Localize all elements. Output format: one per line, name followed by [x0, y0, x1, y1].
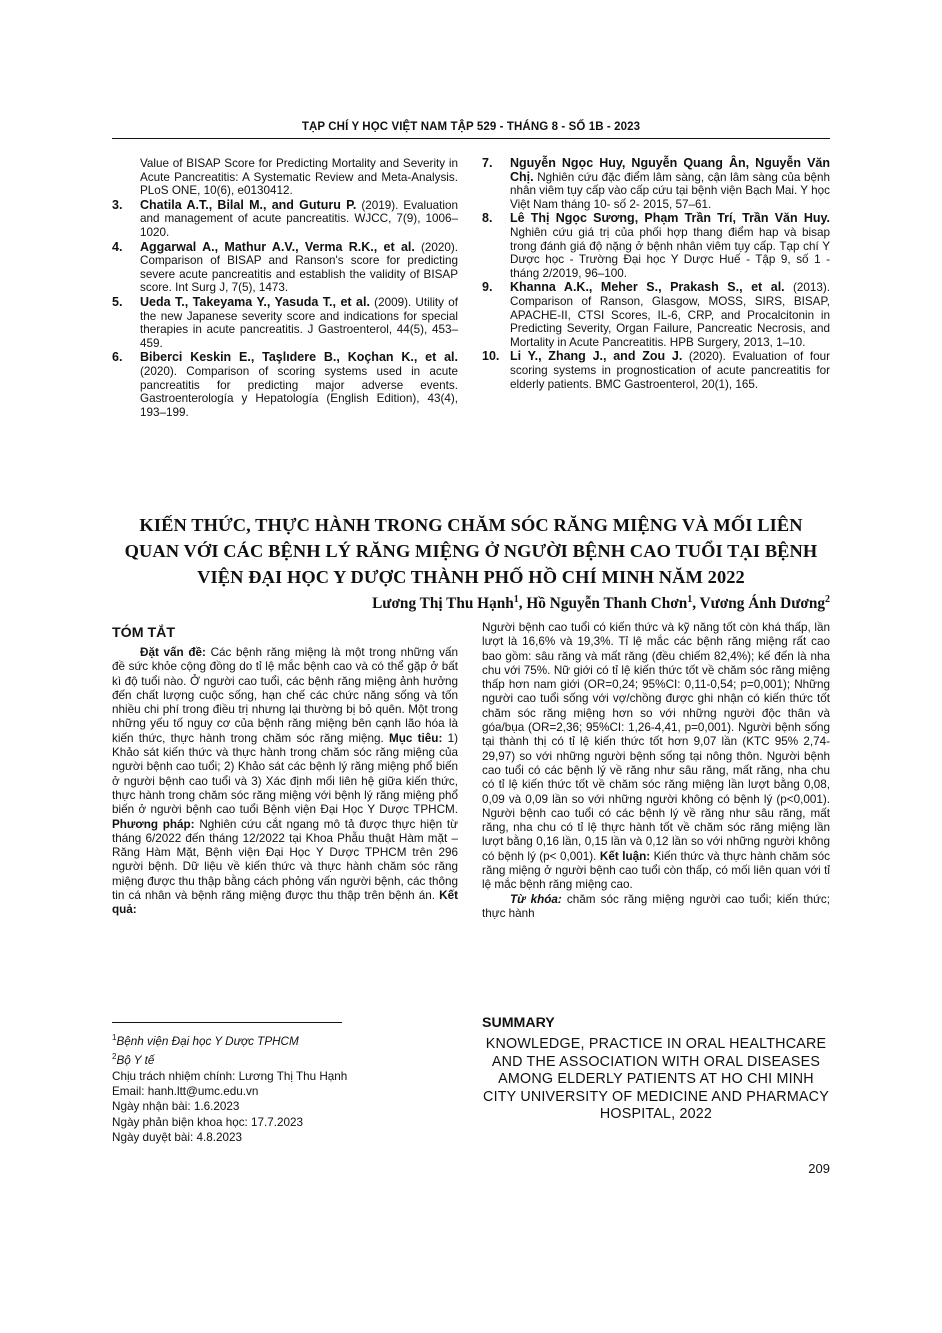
reference-number: 7. — [482, 156, 493, 170]
reference-item — [112, 351, 458, 419]
abstract-label-conclusion: Kết luận: — [599, 849, 651, 863]
footnotes — [112, 1030, 458, 1146]
reference-authors: Chatila A.T., Bilal M., and Guturu P. — [140, 197, 357, 212]
references-left-column — [112, 157, 458, 420]
summary-title: KNOWLEDGE, PRACTICE IN ORAL HEALTHCARE AND THE ASSOCIATION WITH ORAL DISEASES AMONG ELDERLY PATIENTS AT HO CHI MINH CITY UNIVERSITY OF MEDICINE AND PHARMACY HOSPITAL, 2022 — [483, 1036, 829, 1123]
reference-authors: Ueda T., Takeyama Y., Yasuda T., et al. — [140, 294, 370, 309]
reference-item — [482, 157, 830, 211]
reference-number: 4. — [112, 239, 123, 254]
reference-text: (2020). Comparison of BISAP and Ranson's score for predicting severe acute pancreatitis and establish the validity of BISAP score. Int Surg J, 7(5), 1473. — [140, 240, 459, 295]
footnote-affiliation-1: $^1$Bệnh viện Đại học Y Dược TPHCM — [112, 1033, 299, 1048]
abstract-label-keywords: Từ khóa: — [510, 892, 562, 906]
author-name: Hồ Nguyễn Thanh Chơn — [526, 595, 688, 613]
reference-item — [112, 199, 458, 240]
author-name: Vương Ánh Dương — [699, 595, 825, 613]
abstract-conclusion: Kiến thức và thực hành chăm sóc răng miệng ở người bệnh cao tuổi còn thấp, có mối liên quan với tỉ lệ mắc bệnh răng miệng cao. — [482, 849, 830, 892]
author-list: Lương Thị Thu Hạnh$^1$, Hồ Nguyễn Thanh Chơn$^1$, Vương Ánh Dương$^2$ — [372, 594, 830, 613]
reference-item — [112, 296, 458, 350]
abstract-objectives: 1) Khảo sát kiến thức và thực hành trong chăm sóc răng miệng của người bệnh cao tuổi; 2) Khảo sát các bệnh lý răng miệng phổ biến ở người bệnh cao tuổi và 3) Xác định mối liên hệ giữa kiến thức, thực hành trong chăm sóc răng miệng với bệnh lý răng miệng phổ biến ở người bệnh cao tuổi Bệnh viện Đại Học Y Dược TPHCM. — [112, 731, 459, 817]
references-right-column — [482, 157, 830, 392]
reference-number: 8. — [482, 211, 493, 226]
reference-text: Value of BISAP Score for Predicting Mortality and Severity in Acute Pancreatitis: A Systematic Review and Meta-Analysis. PLoS ONE, 10(6), e0130412. — [140, 157, 458, 198]
abstract-methods: Nghiên cứu cắt ngang mô tả được thực hiện từ tháng 6/2022 đến tháng 12/2022 tại Khoa Phẫu thuật Hàm mặt – Răng Hàm Mặt, Bệnh viện Đại Học Y Dược TPHCM trên 296 người bệnh. Dữ liệu về kiến thức và thực hành chăm sóc răng miệng được thu thập bằng cách phỏng vấn người bệnh, các thông tin cá nhân và bệnh răng miệng được thu thập trên bệnh án. — [112, 817, 458, 903]
summary-heading: SUMMARY — [482, 1015, 555, 1031]
header-rule — [112, 138, 830, 139]
reference-authors: Khanna A.K., Meher S., Prakash S., et al. — [510, 280, 785, 295]
author-affiliation-mark: 1 — [687, 594, 693, 605]
reference-item — [482, 212, 830, 280]
reference-item — [112, 157, 458, 198]
running-header: TẠP CHÍ Y HỌC VIỆT NAM TẬP 529 - THÁNG 8 - SỐ 1B - 2023 — [301, 121, 641, 133]
footnote-rule — [112, 1022, 342, 1023]
footnote-corresponding-author: Chịu trách nhiệm chính: Lương Thị Thu Hạnh — [112, 1069, 348, 1083]
reference-item — [482, 350, 830, 391]
reference-authors: Aggarwal A., Mathur A.V., Verma R.K., et al. — [140, 239, 415, 254]
reference-authors: Biberci Keskin E., Taşlıdere B., Koçhan K., et al. — [140, 350, 458, 365]
author-name: Lương Thị Thu Hạnh — [372, 595, 514, 613]
footnote-affiliation-2: $^2$Bộ Y tế — [112, 1052, 155, 1068]
abstract-label-methods: Phương pháp: — [112, 817, 195, 831]
reference-text: Nghiên cứu giá trị của phối hợp thang điểm hap và bisap trong đánh giá độ nặng ở bệnh nhân viêm tụy cấp. Tạp chí Y Dược học - Trường Đại học Y Dược Huế - Tập 9, số 1 - tháng 2/2019, 96–100. — [510, 225, 830, 280]
reference-item — [482, 281, 830, 349]
reference-authors: Nguyễn Ngọc Huy, Nguyễn Quang Ân, Nguyễn Văn Chị. — [510, 156, 830, 184]
abstract-right-column — [482, 621, 830, 921]
footnote-received-date: Ngày nhận bài: 1.6.2023 — [112, 1100, 240, 1114]
page-number: 209 — [808, 1161, 830, 1176]
reference-number: 9. — [482, 280, 493, 295]
reference-text: (2020). Comparison of scoring systems used in acute pancreatitis for predicting major adverse events. Gastroenterología y Hepatología (English Edition), 43(4), 193–199. — [140, 364, 458, 419]
author-affiliation-mark: 1 — [513, 594, 519, 605]
article-title: KIẾN THỨC, THỰC HÀNH TRONG CHĂM SÓC RĂNG MIỆNG VÀ MỐI LIÊN QUAN VỚI CÁC BỆNH LÝ RĂNG MIỆNG Ở NGƯỜI BỆNH CAO TUỔI TẠI BỆNH VIỆN ĐẠI HỌC Y DƯỢC THÀNH PHỐ HỒ CHÍ MINH NĂM 2022 — [124, 515, 818, 587]
reference-text: (2009). Utility of the new Japanese severity score and indications for special therapies in acute pancreatitis. J Gastroenterol, 44(5), 453–459. — [140, 295, 458, 350]
abstract-background: Các bệnh răng miệng là một trong những vấn đề sức khỏe cộng đồng do tỉ lệ mắc bệnh cao và có thể gặp ở bất kì độ tuổi nào. Ở người cao tuổi, các bệnh răng miệng ảnh hưởng đến chất lượng cuộc sống, hạn chế các chức năng sống và tốn nhiều chi phí trong điều trị nhưng lại thường bị bỏ quên. Một trong những yếu tố nguy cơ của bệnh răng miệng bên cạnh lão hóa là kiến thức, thực hành trong chăm sóc răng miệng. — [112, 646, 458, 745]
abstract-label-background: Đặt vấn đề: — [140, 646, 206, 659]
reference-text: (2013). Comparison of Ranson, Glasgow, MOSS, SIRS, BISAP, APACHE-II, CTSI Scores, IL-6, CRP, and Procalcitonin in Predicting Severity, Organ Failure, Pancreatic Necrosis, and Mortality in Acute Pancreatitis. HPB Surgery, 2013, 1–10. — [510, 281, 830, 349]
footnote-email: Email: hanh.ltt@umc.edu.vn — [112, 1085, 259, 1098]
reference-number: 6. — [112, 350, 123, 365]
reference-text: Nghiên cứu đặc điểm lâm sàng, cận lâm sàng của bệnh nhân viêm tụy cấp vào cấp cứu tại bệnh viện Bạch Mai. Y học Việt Nam tháng 10- số 2- 2015, 57–61. — [510, 170, 830, 211]
abstract-label-objectives: Mục tiêu: — [389, 731, 443, 745]
abstract-heading: TÓM TẮT — [112, 625, 176, 641]
abstract-keywords: chăm sóc răng miệng người cao tuổi; kiến thức; thực hành — [482, 892, 830, 920]
reference-number: 5. — [112, 294, 123, 309]
reference-number: 10. — [482, 349, 500, 364]
abstract-left-column — [112, 646, 458, 918]
author-affiliation-mark: 2 — [825, 594, 830, 605]
reference-text: (2019). Evaluation and management of acute pancreatitis. WJCC, 7(9), 1006–1020. — [140, 198, 458, 239]
reference-authors: Li Y., Zhang J., and Zou J. — [510, 349, 683, 364]
abstract-label-results: Kết quả: — [112, 889, 459, 917]
reference-text: (2020). Evaluation of four scoring systems in prognostication of acute pancreatitis for elderly patients. BMC Gastroenterol, 20(1), 165. — [510, 350, 830, 391]
footnote-review-date: Ngày phản biện khoa học: 17.7.2023 — [112, 1115, 304, 1129]
reference-authors: Lê Thị Ngọc Sương, Phạm Trần Trí, Trần Văn Huy. — [510, 211, 830, 226]
footnote-accepted-date: Ngày duyệt bài: 4.8.2023 — [112, 1131, 242, 1145]
reference-number: 3. — [112, 197, 123, 212]
reference-item — [112, 241, 458, 295]
abstract-results: Người bệnh cao tuổi có kiến thức và kỹ năng tốt còn khá thấp, lần lượt là 16,6% và 19,3%. Tỉ lệ mắc các bệnh răng miệng rất cao bao gồm: sâu răng và mất răng (đều chiếm 82,4%); kế đến là nha chu với 75%. Nữ giới có tỉ lệ kiến thức tốt về chăm sóc răng miệng thấp hơn nam giới (OR=0,24; 95%CI: 0,11-0,54; p=0,001); Những người cao tuổi sống với vợ/chồng được ghi nhận có kiến thức tốt chăm sóc răng miệng hơn so với những người độc thân và góa/bụa (OR=2,36; 95%CI: 1,26-4,41, p=0,001). Người bệnh sống tại thành thị có tỉ lệ kiến thức tốt hơn 9,07 lần (KTC 95% 2,74-29,97) so với những người bệnh sống tại nông thôn. Người bệnh cao tuổi có các bệnh lý về răng như sâu răng, mất răng, nha chu có tỉ lệ kiến thức tốt về chăm sóc răng miệng lần lượt bằng 0,08, 0,09 và 0,09 lần so với những người không có bệnh lý (p<0,001). Người bệnh cao tuổi có các bệnh lý về răng như sâu răng, mất răng, nha chu có tỉ lệ thực hành tốt về chăm sóc răng miệng lần lượt bằng 0,16 lần, 0,15 lần và 0,12 lần so với những người không có bệnh lý (p< 0,001). — [482, 621, 830, 863]
